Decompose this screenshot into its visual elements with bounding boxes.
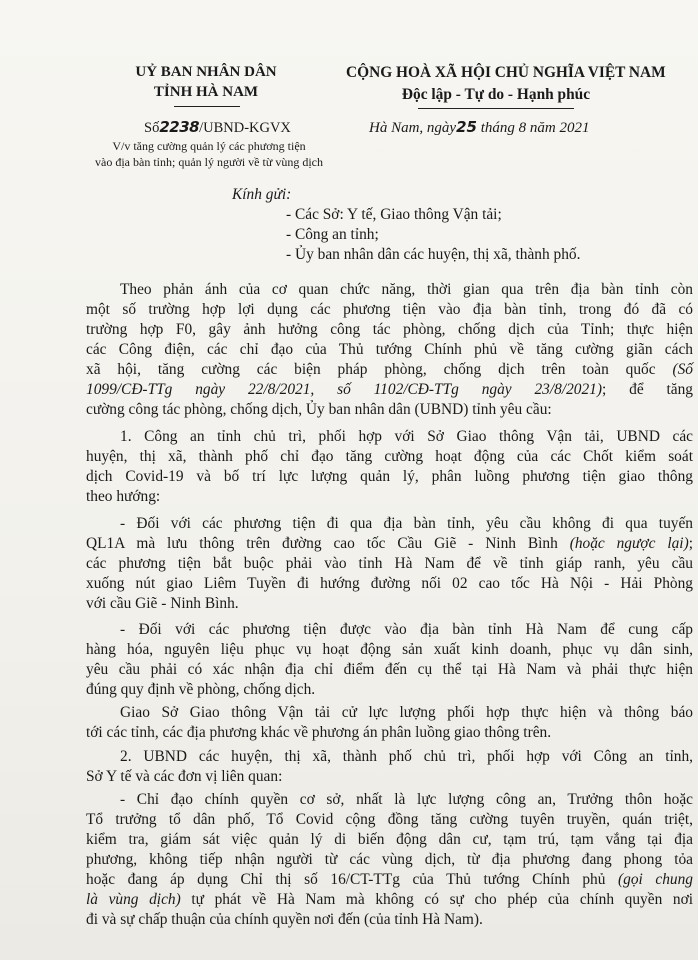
body-line: Giao Sở Giao thông Vận tải cử lực lượng phối hợp thực hiện và thông báo bbox=[120, 704, 693, 721]
body-line: - Đối với các phương tiện được vào địa bàn tỉnh Hà Nam để cung cấp bbox=[120, 621, 693, 638]
body-paragraph-4 bbox=[86, 620, 693, 700]
body-line: trường hợp F0, gây ảnh hưởng công tác phòng, chống dịch của Tỉnh; thực hiện bbox=[86, 321, 693, 338]
body-line: tới các tỉnh, các địa phương khác về phương án phân luồng giao thông trên. bbox=[86, 724, 552, 741]
body-line: 1. Công an tỉnh chủ trì, phối hợp với Sở Giao thông Vận tải, UBND các bbox=[120, 428, 693, 445]
body-text: xã hội, tăng cường các biện pháp phòng, chống dịch trên toàn quốc bbox=[86, 361, 673, 378]
body-text: QL1A mà lưu thông trên đường cao tốc Cầu Giẽ - Ninh Bình bbox=[86, 535, 570, 552]
doc-no-suffix: /UBND-KGVX bbox=[199, 120, 291, 136]
body-line: các phương tiện bắt buộc phải vào tỉnh Hà Nam để về tỉnh giáp ranh, yêu cầu bbox=[86, 555, 693, 572]
body-line: với cầu Giẽ - Ninh Bình. bbox=[86, 595, 239, 612]
body-line: Tổ trưởng tổ dân phố, Tổ Covid cộng đồng tăng cường tuyên truyền, quán triệt, bbox=[86, 811, 693, 828]
body-line: kiểm tra, giám sát việc quản lý di biến động dân cư, tạm trú, tạm vắng tại địa bbox=[86, 831, 693, 848]
agency-underline bbox=[174, 106, 240, 107]
body-line: hàng hóa, nguyên liệu phục vụ hoạt động sản xuất kinh doanh, phục vụ dân sinh, bbox=[86, 641, 693, 658]
body-line: theo hướng: bbox=[86, 488, 161, 505]
body-line: yêu cầu phải có xác nhận địa chỉ điểm đến cụ thể tại Hà Nam và phải thực hiện bbox=[86, 661, 693, 678]
national-motto: Độc lập - Tự do - Hạnh phúc bbox=[401, 86, 591, 103]
motto-underline bbox=[418, 108, 574, 109]
body-line: - Chỉ đạo chính quyền cơ sở, nhất là lực lượng công an, Trưởng thôn hoặc bbox=[120, 791, 693, 808]
body-paragraph-7 bbox=[86, 790, 693, 930]
body-text: tự phát về Hà Nam mà không có sự cho phép của chính quyền nơi bbox=[180, 891, 693, 908]
doc-no-handwritten: 2238 bbox=[159, 118, 200, 136]
body-italic: (gọi chung bbox=[618, 871, 693, 888]
body-line: các Công điện, các chỉ đạo của Thủ tướng Chính phủ về tăng cường giãn cách bbox=[86, 341, 693, 358]
issuing-agency-line1: UỶ BAN NHÂN DÂN bbox=[135, 64, 277, 80]
body-text: hoặc đang áp dụng Chỉ thị số 16/CT-TTg của Thủ tướng Chính phủ bbox=[86, 871, 619, 888]
date-prefix: Hà Nam, ngày bbox=[369, 120, 457, 136]
body-line bbox=[86, 380, 693, 400]
body-line: đúng quy định về phòng, chống dịch. bbox=[86, 681, 316, 698]
recipient-item: - Các Sở: Y tế, Giao thông Vận tải; bbox=[286, 206, 502, 223]
body-paragraph-6 bbox=[86, 747, 693, 787]
body-line bbox=[86, 890, 693, 910]
body-line: xuống nút giao Liêm Tuyền đi hướng đường nối 02 cao tốc Hà Nội - Hải Phòng bbox=[86, 575, 693, 592]
body-line: huyện, thị xã, thành phố chỉ đạo tăng cường hoạt động của các Chốt kiểm soát bbox=[86, 448, 693, 465]
date-line bbox=[369, 118, 589, 137]
body-paragraph-5 bbox=[86, 703, 693, 743]
body-italic: (Số bbox=[672, 361, 693, 378]
issuing-agency-line2: TỈNH HÀ NAM bbox=[153, 84, 259, 100]
body-italic: 1099/CĐ-TTg ngày 22/8/2021, số 1102/CĐ-TTg ngày 23/8/2021) bbox=[86, 381, 603, 398]
body-line: phương, không tiếp nhận người từ các vùng dịch, từ địa phương đang phong tỏa bbox=[86, 851, 693, 868]
recipient-item: - Công an tỉnh; bbox=[286, 226, 379, 243]
body-line bbox=[86, 534, 693, 554]
body-line: Sở Y tế và các đơn vị liên quan: bbox=[86, 768, 283, 785]
date-day-handwritten: 25 bbox=[456, 118, 477, 136]
body-paragraph-3 bbox=[86, 514, 693, 614]
body-paragraph-1 bbox=[86, 280, 693, 420]
subject-line2: vào địa bàn tỉnh; quản lý người về từ vùng dịch bbox=[95, 155, 323, 169]
date-suffix: tháng 8 năm 2021 bbox=[476, 120, 590, 136]
body-italic: là vùng dịch) bbox=[86, 891, 181, 908]
body-line bbox=[86, 360, 693, 380]
body-line: - Đối với các phương tiện đi qua địa bàn tỉnh, yêu cầu không đi qua tuyến bbox=[120, 515, 693, 532]
body-paragraph-2 bbox=[86, 427, 693, 507]
document-number bbox=[144, 118, 291, 137]
body-line bbox=[86, 870, 693, 890]
subject-line1: V/v tăng cường quản lý các phương tiện bbox=[112, 139, 306, 153]
body-line: 2. UBND các huyện, thị xã, thành phố chủ trì, phối hợp với Công an tỉnh, bbox=[120, 748, 693, 765]
body-line: một số trường hợp lợi dụng các phương tiện vào địa bàn tỉnh, trong đó đã có bbox=[86, 301, 693, 318]
body-italic: (hoặc ngược lại) bbox=[569, 535, 689, 552]
greeting-label: Kính gửi: bbox=[232, 186, 292, 203]
body-text: ; để tăng bbox=[602, 381, 694, 398]
body-text: ; bbox=[688, 535, 693, 552]
recipient-item: - Ủy ban nhân dân các huyện, thị xã, thành phố. bbox=[286, 246, 581, 263]
body-line: dịch Covid-19 và bố trí lực lượng quản lý, phân luồng phương tiện giao thông bbox=[86, 468, 693, 485]
doc-no-prefix: Số bbox=[144, 120, 160, 136]
national-title: CỘNG HOÀ XÃ HỘI CHỦ NGHĨA VIỆT NAM bbox=[346, 64, 666, 81]
body-line: đi và sự chấp thuận của chính quyền nơi đến (của tỉnh Hà Nam). bbox=[86, 911, 483, 928]
body-line: cường công tác phòng, chống dịch, Ủy ban nhân dân (UBND) tỉnh yêu cầu: bbox=[86, 401, 552, 418]
body-line: Theo phản ánh của cơ quan chức năng, thời gian qua trên địa bàn tỉnh còn bbox=[120, 281, 693, 298]
